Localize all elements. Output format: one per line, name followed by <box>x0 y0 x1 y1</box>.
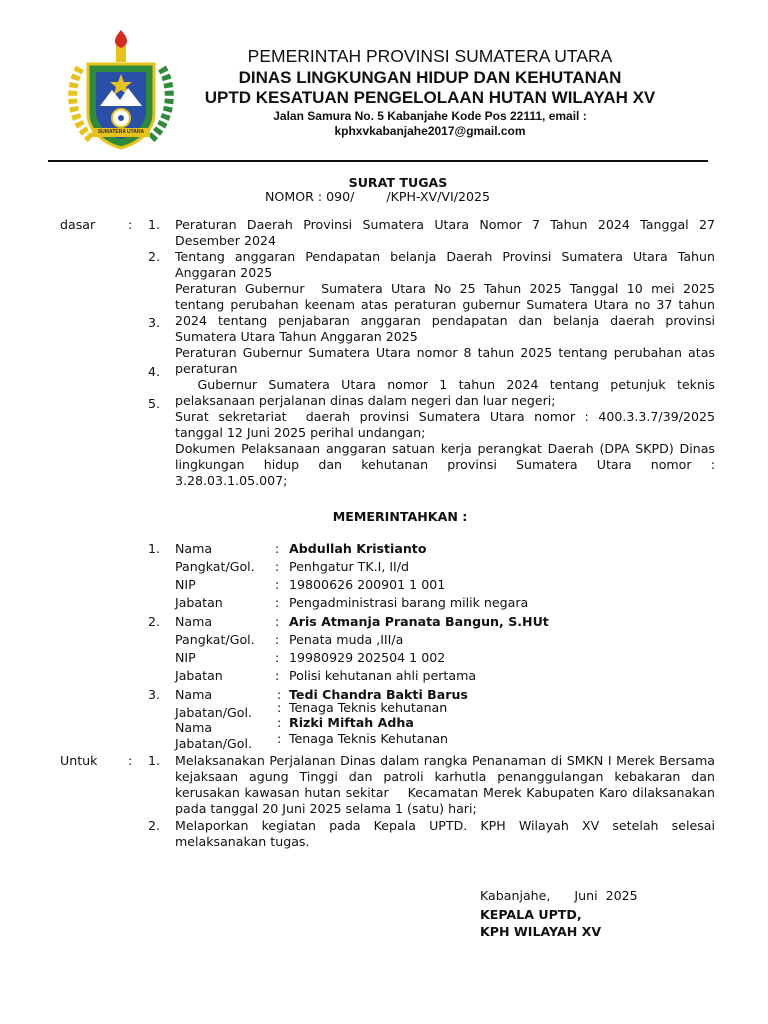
command-heading: MEMERINTAHKAN : <box>332 509 468 524</box>
field-value: 19980929 202504 1 002 <box>289 650 446 665</box>
dasar-number: 2. <box>148 249 161 264</box>
dasar-line: Peraturan Gubernur Sumatera Utara No 25 Tahun 2025 Tanggal 10 mei 2025 <box>175 281 715 296</box>
person-block <box>175 614 715 686</box>
field-colon: : <box>277 700 282 715</box>
field-colon: : <box>277 687 282 702</box>
letterhead-unit: UPTD KESATUAN PENGELOLAAN HUTAN WILAYAH XV <box>204 88 656 107</box>
dasar-line: tanggal 12 Juni 2025 perihal undangan; <box>175 425 426 440</box>
person-row <box>175 577 715 595</box>
signature-position: KEPALA UPTD, <box>480 907 582 922</box>
letterhead-email: kphxvkabanjahe2017@gmail.com <box>334 124 526 138</box>
field-value: Tenaga Teknis kehutanan <box>289 700 448 715</box>
person-name: Aris Atmanja Pranata Bangun, S.HUt <box>289 614 549 629</box>
untuk-colon: : <box>128 753 133 768</box>
person-name: Tedi Chandra Bakti Barus <box>289 687 468 702</box>
dasar-number: 5. <box>148 396 161 411</box>
field-label: Jabatan <box>175 668 223 683</box>
field-label: Nama <box>175 720 213 735</box>
untuk-item-text: Melaksanakan Perjalanan Dinas dalam rangka Penanaman di SMKN I Merek Bersama kejaksaan agung Tinggi dan patroli karhutla penanggulangan kebakaran dan kerusakan kawasan hutan sekitar Kecamatan Merek Kabupaten Karo dilaksanakan pada tanggal 20 Juni 2025 selama 1 (satu) hari; <box>175 753 720 816</box>
untuk-item-text: Melaporkan kegiatan pada Kepala UPTD. KPH Wilayah XV setelah selesai melaksanakan tugas. <box>175 818 715 849</box>
person-row <box>175 614 715 632</box>
field-label: Nama <box>175 541 213 556</box>
dasar-line: 3.28.03.1.05.007; <box>175 473 288 488</box>
dasar-line: peraturan <box>175 361 238 376</box>
document-title: SURAT TUGAS <box>348 175 448 190</box>
person-name: Abdullah Kristianto <box>289 541 427 556</box>
field-colon: : <box>275 668 280 683</box>
regional-emblem-logo <box>62 28 180 156</box>
dasar-line: Desember 2024 <box>175 233 276 248</box>
field-colon: : <box>275 650 280 665</box>
field-colon: : <box>277 731 282 746</box>
dasar-number: 1. <box>148 217 161 232</box>
person-number: 1. <box>148 541 161 556</box>
field-value: Tenaga Teknis Kehutanan <box>289 731 449 746</box>
field-label: Jabatan/Gol. <box>175 736 252 751</box>
field-colon: : <box>275 559 280 574</box>
field-value: Pengadministrasi barang milik negara <box>289 595 529 610</box>
field-value: Penata muda ,III/a <box>289 632 404 647</box>
field-value: Polisi kehutanan ahli pertama <box>289 668 477 683</box>
document-number: NOMOR : 090/ /KPH-XV/VI/2025 <box>265 189 491 204</box>
field-label: Nama <box>175 687 213 702</box>
dasar-line: Tentang anggaran Pendapatan belanja Daerah Provinsi Sumatera Utara Tahun <box>175 249 715 264</box>
person-row <box>175 668 715 686</box>
dasar-label: dasar <box>60 217 96 232</box>
field-colon: : <box>275 614 280 629</box>
field-colon: : <box>275 595 280 610</box>
person-row <box>175 632 715 650</box>
dasar-number: 3. <box>148 315 161 330</box>
field-colon: : <box>275 632 280 647</box>
dasar-colon: : <box>128 217 133 232</box>
person-name: Rizki Miftah Adha <box>289 715 414 730</box>
dasar-line: 2024 tentang penjabaran anggaran pendapatan dan belanja daerah provinsi <box>175 313 715 328</box>
untuk-number: 1. <box>148 753 161 768</box>
signature-place-date: Kabanjahe, Juni 2025 <box>480 888 638 903</box>
field-colon: : <box>275 577 280 592</box>
dasar-text <box>175 217 715 489</box>
field-label: NIP <box>175 577 196 592</box>
person-number: 2. <box>148 614 161 629</box>
field-colon: : <box>275 541 280 556</box>
field-value: Penhgatur TK.I, II/d <box>289 559 410 574</box>
field-label: Jabatan/Gol. <box>175 705 252 720</box>
person-number: 3. <box>148 687 161 702</box>
dasar-line: pelaksanaan perjalanan dinas dalam negeri dan luar negeri; <box>175 393 556 408</box>
person-block <box>175 541 715 613</box>
letterhead-agency: DINAS LINGKUNGAN HIDUP DAN KEHUTANAN <box>238 68 622 87</box>
person-row <box>175 650 715 668</box>
field-label: NIP <box>175 650 196 665</box>
untuk-label: Untuk <box>60 753 98 768</box>
letterhead-address: Jalan Samura No. 5 Kabanjahe Kode Pos 22111, email : <box>273 109 587 123</box>
dasar-line: Dokumen Pelaksanaan anggaran satuan kerja perangkat Daerah (DPA SKPD) Dinas <box>175 441 715 456</box>
dasar-line: Anggaran 2025 <box>175 265 273 280</box>
field-value: 19800626 200901 1 001 <box>289 577 446 592</box>
dasar-number: 4. <box>148 364 161 379</box>
person-row <box>175 559 715 577</box>
person-row <box>175 541 715 559</box>
dasar-line: tentang perubahan keenam atas peraturan gubernur Sumatera Utara no 37 tahun <box>175 297 715 312</box>
dasar-line: Peraturan Daerah Provinsi Sumatera Utara Nomor 7 Tahun 2024 Tanggal 27 <box>175 217 715 232</box>
dasar-line: Gubernur Sumatera Utara nomor 1 tahun 2024 tentang petunjuk teknis <box>175 377 715 392</box>
field-label: Pangkat/Gol. <box>175 559 255 574</box>
untuk-number: 2. <box>148 818 161 833</box>
letterhead-government: PEMERINTAH PROVINSI SUMATERA UTARA <box>247 46 613 66</box>
signature-office: KPH WILAYAH XV <box>480 924 602 939</box>
logo-ribbon-text: SUMATERA UTARA <box>97 129 145 135</box>
dasar-line: Surat sekretariat daerah provinsi Sumatera Utara nomor : 400.3.3.7/39/2025 <box>175 409 715 424</box>
field-label: Pangkat/Gol. <box>175 632 255 647</box>
dasar-line: Sumatera Utara Tahun Anggaran 2025 <box>175 329 418 344</box>
person-row <box>175 595 715 613</box>
field-label: Nama <box>175 614 213 629</box>
letterhead-divider <box>48 160 708 162</box>
dasar-line: lingkungan hidup dan kehutanan provinsi Sumatera Utara nomor : <box>175 457 715 472</box>
field-colon: : <box>277 715 282 730</box>
dasar-line: Peraturan Gubernur Sumatera Utara nomor 8 tahun 2025 tentang perubahan atas <box>175 345 715 360</box>
field-label: Jabatan <box>175 595 223 610</box>
